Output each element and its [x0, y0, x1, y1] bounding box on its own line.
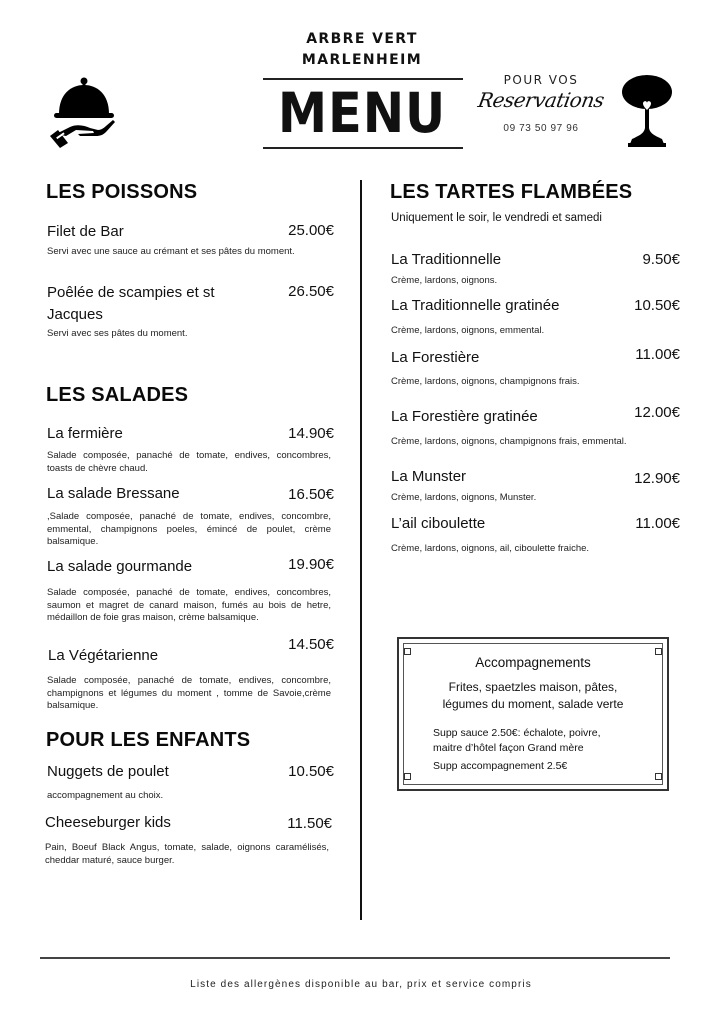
item-description: Crème, lardons, oignons, Munster. — [391, 492, 537, 503]
footer-rule — [40, 957, 670, 959]
item-price: 12.00€ — [634, 404, 680, 421]
item-description: Crème, lardons, oignons. — [391, 275, 498, 286]
restaurant-name-line1: ARBRE VERT — [306, 31, 418, 47]
item-name: La Forestière gratinée — [391, 408, 538, 425]
item-price: 10.50€ — [634, 297, 680, 314]
reservations-phone[interactable]: 09 73 50 97 96 — [503, 123, 579, 134]
accompaniments-title: Accompagnements — [475, 655, 591, 670]
item-description: Crème, lardons, oignons, emmental. — [391, 325, 545, 336]
frame-corner-ornament — [404, 773, 411, 780]
frame-corner-ornament — [655, 773, 662, 780]
footer-note: Liste des allergènes disponible au bar, prix et service compris — [190, 979, 532, 990]
item-description: Servi avec ses pâtes du moment. — [47, 328, 188, 339]
supp-sauce-line-2: maitre d’hôtel façon Grand mère — [433, 742, 584, 754]
item-name: Poêlée de scampies et st Jacques — [47, 284, 215, 323]
item-name: La Munster — [391, 468, 467, 485]
item-price: 19.90€ — [288, 556, 334, 573]
supp-sauce-line-1: Supp sauce 2.50€: échalote, poivre, — [433, 727, 601, 739]
item-name: La salade gourmande — [47, 558, 193, 575]
tree-heart-icon — [610, 70, 686, 150]
sides-line-2: légumes du moment, salade verte — [442, 697, 624, 711]
item-price: 10.50€ — [288, 763, 334, 780]
reservations-label: Reservations — [476, 88, 606, 112]
item-description: Crème, lardons, oignons, champignons frais, emmental. — [391, 436, 627, 447]
item-price: 25.00€ — [288, 222, 334, 239]
section-subtitle: Uniquement le soir, le vendredi et samedi — [391, 212, 602, 224]
frame-corner-ornament — [655, 648, 662, 655]
title-bottom-rule — [263, 147, 463, 149]
item-description: Servi avec une sauce au crémant et ses pâtes du moment. — [47, 246, 295, 257]
item-name: La Traditionnelle — [391, 251, 502, 268]
section-title-enfants: POUR LES ENFANTS — [46, 729, 251, 751]
item-price: 16.50€ — [288, 486, 334, 503]
item-description: accompagnement au choix. — [47, 790, 164, 801]
accompaniments-sides — [400, 679, 666, 713]
item-name: La salade Bressane — [47, 485, 180, 502]
restaurant-name-line2: MARLENHEIM — [301, 52, 423, 68]
column-divider — [360, 180, 362, 920]
section-title-poissons: LES POISSONS — [46, 181, 198, 203]
item-name: La fermière — [47, 425, 123, 442]
item-price: 11.50€ — [287, 815, 332, 832]
item-description: Salade composée, panaché de tomate, endives, concombre, champignons et légumes du moment , tomme de Savoie,crème balsamique. — [47, 675, 331, 711]
page-title: MENU — [277, 81, 447, 145]
item-description: ,Salade composée, panaché de tomate, endives, concombre, emmental, champignons poeles, émincé de poulet, crème balsamique. — [47, 511, 331, 547]
item-name: Cheeseburger kids — [45, 814, 171, 831]
sides-line-1: Frites, spaetzles maison, pâtes, — [448, 680, 618, 694]
item-description: Salade composée, panaché de tomate, endives, concombres, saumon et magret de canard maison, fumés au bois de hetre, médaillon de foie gras maison, crème balsamique. — [47, 587, 331, 623]
supp-sauce — [433, 726, 601, 756]
item-name: La Forestière — [391, 349, 480, 366]
frame-corner-ornament — [404, 648, 411, 655]
item-price: 26.50€ — [288, 283, 334, 300]
item-name: La Végétarienne — [48, 647, 159, 664]
item-price: 9.50€ — [642, 251, 680, 268]
item-description: Crème, lardons, oignons, ail, ciboulette fraiche. — [391, 543, 590, 554]
reservations-prefix: POUR VOS — [503, 73, 579, 87]
item-description: Pain, Boeuf Black Angus, tomate, salade, oignons caramélisés, cheddar maturé, sauce burger. — [45, 842, 329, 866]
section-title-tartes: LES TARTES FLAMBÉES — [390, 181, 633, 203]
item-price: 14.50€ — [288, 636, 334, 653]
supp-side: Supp accompagnement 2.5€ — [433, 760, 568, 772]
item-price: 11.00€ — [635, 515, 680, 532]
item-name: La Traditionnelle gratinée — [391, 297, 560, 314]
item-price: 11.00€ — [635, 346, 680, 363]
item-name: Nuggets de poulet — [47, 763, 169, 780]
serving-cloche-icon — [46, 72, 122, 148]
item-description: Crème, lardons, oignons, champignons frais. — [391, 376, 580, 387]
item-description: Salade composée, panaché de tomate, endives, concombres, toasts de chèvre chaud. — [47, 450, 331, 474]
item-name: Filet de Bar — [47, 223, 124, 240]
item-price: 12.90€ — [634, 470, 680, 487]
section-title-salades: LES SALADES — [46, 384, 189, 406]
item-name: L’ail ciboulette — [391, 515, 486, 532]
item-price: 14.90€ — [288, 425, 334, 442]
